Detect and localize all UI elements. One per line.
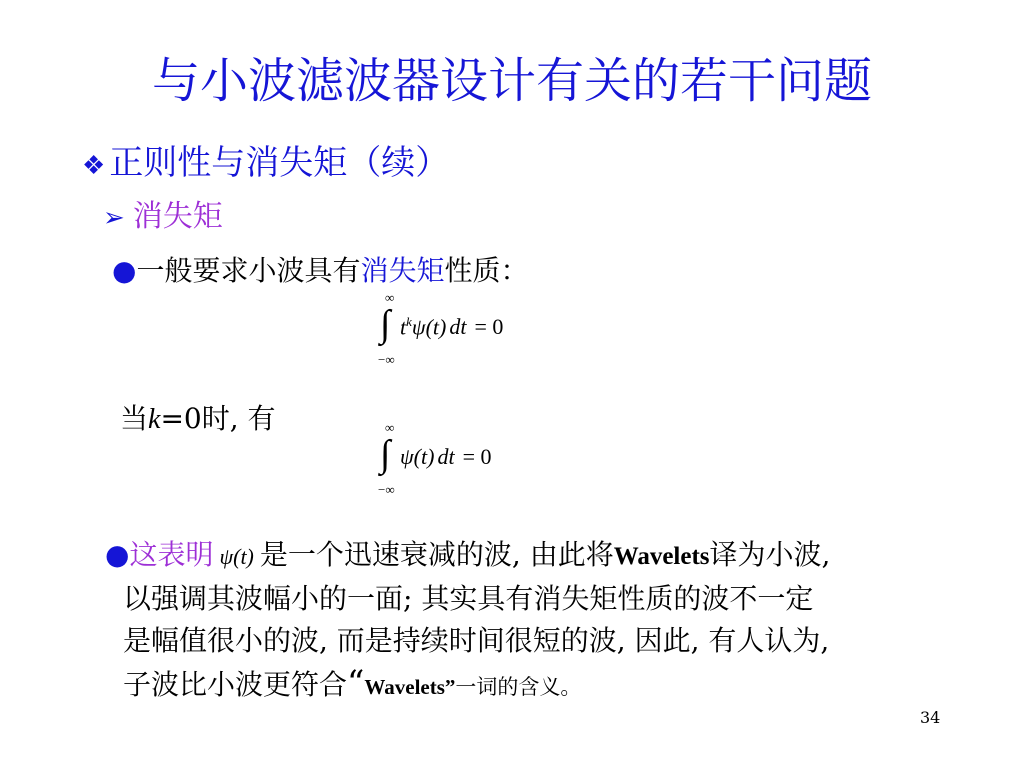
eq2-rhs: = 0 — [462, 444, 492, 469]
integral-sign-icon: ∫ — [380, 433, 391, 475]
eq2-upper-limit: ∞ — [385, 420, 395, 435]
point2-line4-end: 一词的含义。 — [455, 675, 582, 699]
point1-text-after: 性质： — [444, 254, 529, 287]
eq2-dt: dt — [437, 444, 455, 469]
eq1-upper-limit: ∞ — [385, 290, 395, 305]
quote-open: “ — [347, 663, 365, 703]
eq1-dt: dt — [449, 314, 467, 340]
round-bullet-icon: ● — [105, 538, 130, 571]
eq2-lower-limit: −∞ — [378, 482, 395, 497]
when-mid: =0时, — [160, 402, 239, 435]
round-bullet-icon: ● — [112, 254, 137, 287]
subsection-heading-text: 消失矩 — [132, 199, 223, 234]
integral-sign-icon: ∫ — [380, 303, 391, 345]
wavelets-term-1: Wavelets — [613, 543, 710, 570]
subsection-heading — [103, 191, 223, 235]
eq1-t: t — [400, 314, 407, 340]
point2-line1-after: 是一个迅速衰减的波, 由此将 — [259, 538, 614, 571]
point2-highlight: 这表明 — [129, 538, 214, 571]
eq1-lower-limit: −∞ — [378, 352, 395, 367]
diamond-bullet-icon: ❖ — [82, 151, 106, 181]
eq1-integrand — [400, 314, 503, 340]
equation-1 — [370, 290, 570, 370]
eq1-rhs: = 0 — [474, 314, 504, 340]
section-heading — [82, 135, 449, 184]
when-k: k — [148, 404, 161, 435]
equation-2 — [370, 420, 570, 500]
section-heading-text: 正则性与消失矩（续） — [109, 143, 450, 183]
wavelets-term-2: Wavelets” — [364, 675, 456, 699]
point2-psi: ψ(t) — [219, 544, 254, 569]
eq2-psi: ψ(t) — [400, 444, 435, 469]
eq1-psi: ψ(t) — [411, 314, 447, 340]
page-number: 34 — [920, 708, 941, 727]
para-line-2: 以强调其波幅小的一面; 其实具有消失矩性质的波不一定 — [123, 582, 814, 615]
point1-text-before: 一般要求小波具有 — [136, 254, 361, 287]
when-post: 有 — [238, 402, 276, 435]
para-line-3: 是幅值很小的波, 而是持续时间很短的波, 因此, 有人认为, — [123, 624, 830, 657]
arrow-bullet-icon: ➢ — [103, 203, 125, 233]
para-line-4 — [105, 662, 985, 708]
point2-line4-pre: 子波比小波更符合 — [123, 668, 348, 701]
eq2-integrand — [400, 444, 491, 470]
bullet-point-2 — [105, 534, 985, 708]
when-pre: 当 — [120, 402, 149, 435]
para-line-1 — [105, 534, 985, 578]
point2-line1-end: 译为小波, — [709, 538, 831, 571]
eq1-k: k — [406, 314, 412, 329]
slide-title: 与小波滤波器设计有关的若干问题 — [151, 53, 872, 109]
condition-line — [120, 397, 276, 437]
bullet-point-1 — [112, 249, 528, 289]
point1-highlight: 消失矩 — [360, 254, 445, 287]
